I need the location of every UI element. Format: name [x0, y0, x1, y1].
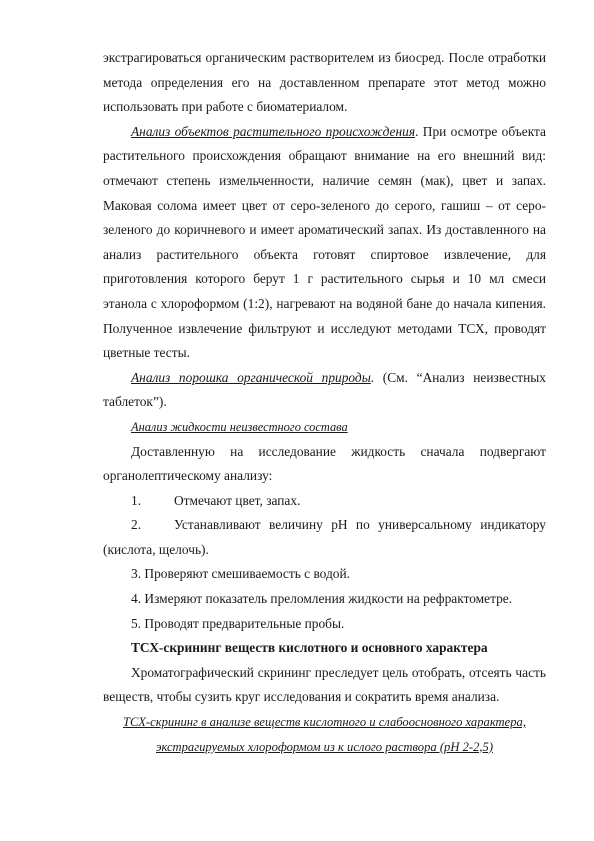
list-item-continuation: (кислота, щелочь). [103, 541, 209, 557]
heading-powder-analysis: Анализ порошка органической природы [131, 369, 371, 385]
paragraph-plant-analysis [103, 120, 546, 366]
list-item [103, 612, 546, 637]
heading-plant-analysis: Анализ объектов растительного происхождения [131, 123, 416, 139]
list-item-number: 4. [131, 591, 142, 607]
paragraph-intro: экстрагироваться органическим растворителем из биосред. После отработки метода определения его на доставленном препарате этот метод можно использовать при работе с биоматериалом. [103, 50, 546, 115]
plant-analysis-text: . При осмотре объекта растительного происхождения обращают внимание на его внешний вид: отмечают степень измельченности, наличие семян (мак), цвет и запах. Маковая солома имеет цвет от серо-зеленого до серого, гашиш – от серо-зеленого до коричневого и имеет ароматический запах. Из доставленного на анализ растительного объекта готовят спиртовое извлечение, для приготовления которого берут 1 г растительного сырья и 10 мл смеси этанола с хлороформом (1:2), нагревают на водяной бане до начала кипения. Полученное извлечение фильтруют и исследуют методами ТСХ, проводят цветные тесты. [103, 123, 546, 361]
subheading [103, 710, 546, 735]
list-item-number: 3. [131, 566, 142, 582]
list-item-number: 1. [131, 492, 142, 508]
paragraph-powder-analysis [103, 366, 546, 415]
list-item-text: Отмечают цвет, запах. [174, 492, 301, 508]
list-item-text: Проверяют смешиваемость с водой. [144, 566, 351, 582]
paragraph-liquid-intro: Доставленную на исследование жидкость сначала подвергают органолептическому анализу: [103, 443, 546, 484]
list-item [103, 562, 546, 587]
list-item-text: Устанавливают величину pH по универсальному индикатору [174, 517, 546, 533]
paragraph-screening: Хроматографический скрининг преследует цель отобрать, отсеять часть веществ, чтобы сузить круг исследования и сократить время анализа. [103, 664, 546, 705]
list-item-text: Измеряют показатель преломления жидкости на рефрактометре. [144, 591, 513, 607]
heading-liquid-analysis: Анализ жидкости неизвестного состава [131, 419, 348, 434]
list-item-number: 2. [131, 517, 142, 533]
subheading [103, 735, 546, 760]
list-item [103, 587, 546, 612]
list-item-number: 5. [131, 615, 142, 631]
list-item-text: Проводят предварительные пробы. [144, 615, 345, 631]
subheading-line-2: экстрагируемых хлороформом из к ислого раствора (pH 2-2,5) [155, 739, 494, 754]
subheading-line-1: ТСХ-скрининг в анализе веществ кислотного и слабоосновного характера, [123, 715, 526, 730]
powder-analysis-text: . (См. “Анализ неизвестных таблеток”). [103, 369, 546, 410]
paragraph-liquid-heading [103, 415, 546, 440]
section-title: ТСХ-скрининг веществ кислотного и основного характера [131, 640, 488, 656]
list-item [103, 489, 546, 514]
list-item [103, 513, 546, 538]
document-page [103, 46, 546, 759]
